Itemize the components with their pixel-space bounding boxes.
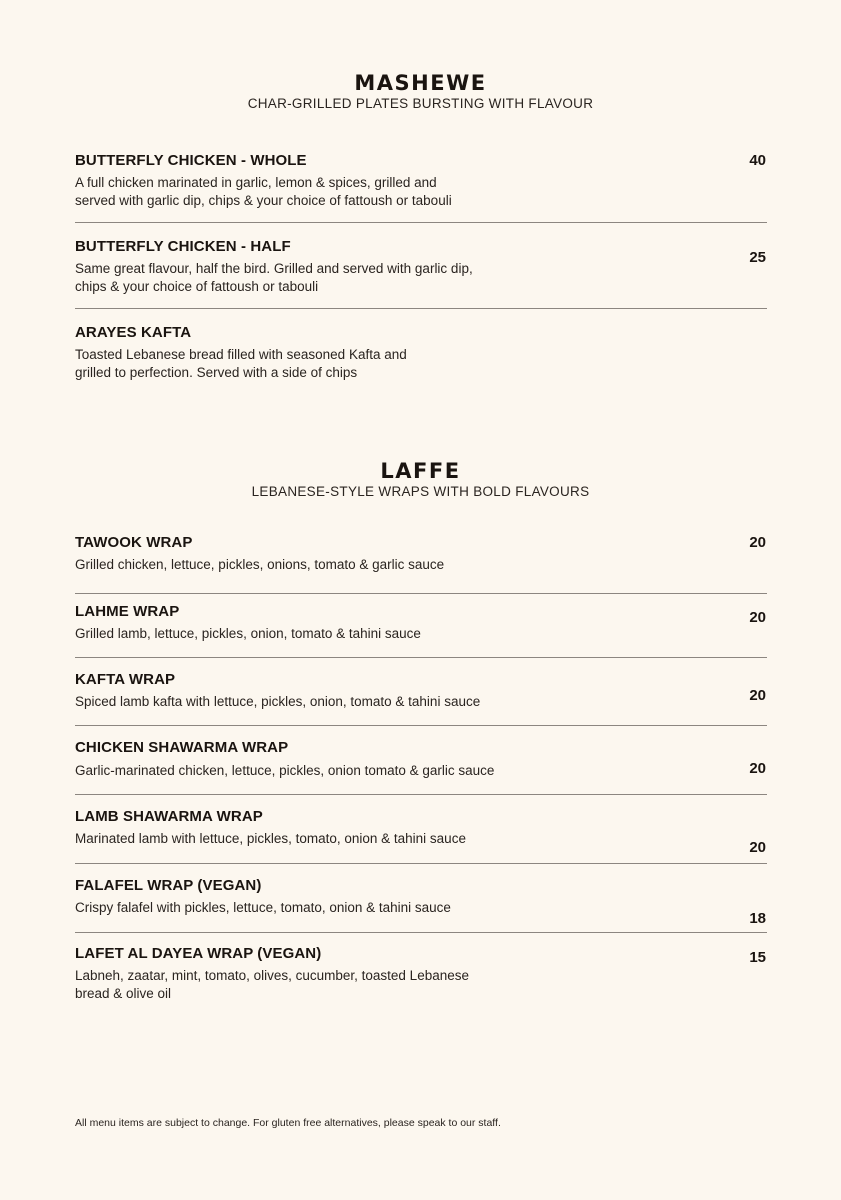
item-description: Crispy falafel with pickles, lettuce, tomato, onion & tahini sauce <box>75 900 451 915</box>
item-price: 20 <box>749 760 766 777</box>
item-name: KAFTA WRAP <box>75 671 176 688</box>
item-name: LAHME WRAP <box>75 603 180 620</box>
section-subtitle-laffe: LEBANESE-STYLE WRAPS WITH BOLD FLAVOURS <box>251 484 590 499</box>
item-price: 20 <box>749 609 766 626</box>
divider <box>75 657 767 658</box>
item-description: Toasted Lebanese bread filled with seasoned Kafta and grilled to perfection. Served with a side of chips <box>75 347 407 380</box>
footer-note: All menu items are subject to change. For gluten free alternatives, please speak to our staff. <box>75 1117 501 1129</box>
divider <box>75 794 767 795</box>
item-name: LAFET AL DAYEA WRAP (VEGAN) <box>75 945 322 962</box>
divider <box>75 932 767 933</box>
item-description: A full chicken marinated in garlic, lemon & spices, grilled and served with garlic dip, chips & your choice of fattoush or tabouli <box>75 175 452 208</box>
section-subtitle-mashewe: CHAR-GRILLED PLATES BURSTING WITH FLAVOUR <box>247 96 594 111</box>
section-title-mashewe: MASHEWE <box>354 71 487 95</box>
item-description: Spiced lamb kafta with lettuce, pickles, onion, tomato & tahini sauce <box>75 694 481 709</box>
item-price: 15 <box>749 949 766 966</box>
item-name: TAWOOK WRAP <box>75 534 193 551</box>
item-price: 25 <box>749 249 766 266</box>
divider <box>75 863 767 864</box>
item-name: LAMB SHAWARMA WRAP <box>75 808 263 825</box>
item-price: 40 <box>749 152 766 169</box>
item-price: 18 <box>749 910 766 927</box>
divider <box>75 222 767 223</box>
divider <box>75 308 767 309</box>
item-description: Grilled lamb, lettuce, pickles, onion, tomato & tahini sauce <box>75 626 421 641</box>
item-name: FALAFEL WRAP (VEGAN) <box>75 877 262 894</box>
item-description: Marinated lamb with lettuce, pickles, tomato, onion & tahini sauce <box>75 831 466 846</box>
item-price: 20 <box>749 534 766 551</box>
section-title-laffe: LAFFE <box>380 459 461 483</box>
item-description: Grilled chicken, lettuce, pickles, onions, tomato & garlic sauce <box>75 557 445 572</box>
item-description: Labneh, zaatar, mint, tomato, olives, cucumber, toasted Lebanese bread & olive oil <box>75 968 469 1001</box>
item-name: CHICKEN SHAWARMA WRAP <box>75 739 289 756</box>
item-name: BUTTERFLY CHICKEN - WHOLE <box>75 152 307 169</box>
item-description: Garlic-marinated chicken, lettuce, pickles, onion tomato & garlic sauce <box>75 763 495 778</box>
item-price: 20 <box>749 687 766 704</box>
item-description: Same great flavour, half the bird. Grilled and served with garlic dip, chips & your choice of fattoush or tabouli <box>75 261 473 294</box>
item-name: ARAYES KAFTA <box>75 324 192 341</box>
item-price: 20 <box>749 839 766 856</box>
divider <box>75 725 767 726</box>
divider <box>75 593 767 594</box>
item-name: BUTTERFLY CHICKEN - HALF <box>75 238 291 255</box>
